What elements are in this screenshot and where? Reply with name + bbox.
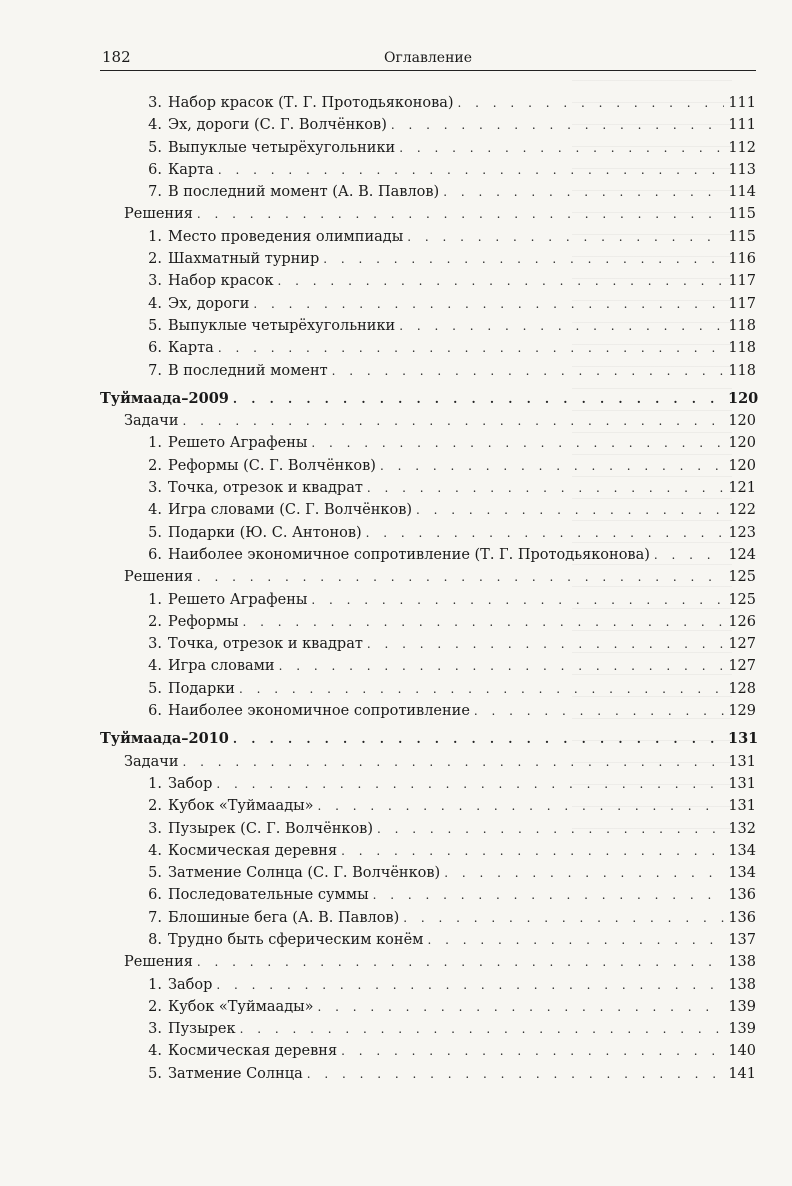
dot-leader — [407, 226, 724, 248]
toc-entry[interactable] — [100, 795, 756, 817]
toc-entry-title: Наиболее экономичное сопротивление (Т. Г. Протодьяконова) — [168, 546, 650, 563]
dot-leader — [391, 114, 724, 136]
toc-section[interactable] — [100, 728, 759, 750]
toc-page-number: 120 — [728, 413, 756, 430]
page-number: 182 — [102, 48, 131, 66]
toc-entry[interactable] — [100, 114, 756, 136]
toc-subsection[interactable] — [100, 951, 756, 973]
toc-section[interactable] — [100, 388, 759, 410]
dot-leader — [307, 1063, 724, 1085]
toc-page-number: 112 — [728, 139, 756, 156]
toc-entry-number: 2. — [148, 798, 162, 815]
toc-entry-title: Точка, отрезок и квадрат — [168, 480, 363, 497]
dot-leader — [183, 410, 724, 432]
toc-subsection[interactable] — [100, 751, 756, 773]
toc-page-number: 120 — [728, 389, 759, 407]
dot-leader — [243, 611, 724, 633]
dot-leader — [323, 248, 724, 270]
dot-leader — [311, 432, 724, 454]
dot-leader — [332, 360, 724, 382]
toc-entry-number: 5. — [148, 139, 162, 156]
toc-page-number: 138 — [728, 954, 756, 971]
dot-leader — [380, 455, 724, 477]
toc-entry-title: Решения — [124, 206, 193, 223]
dot-leader — [318, 996, 724, 1018]
toc-entry-title: Набор красок (Т. Г. Протодьяконова) — [168, 95, 454, 111]
dot-leader — [279, 655, 724, 677]
toc-entry-title: Игра словами — [168, 658, 275, 675]
toc-entry-number: 4. — [148, 1043, 162, 1060]
toc-entry[interactable] — [100, 818, 756, 840]
toc-page-number: 137 — [728, 931, 756, 948]
toc-page-number: 125 — [728, 591, 756, 608]
toc-entry[interactable] — [100, 773, 756, 795]
dot-leader — [233, 728, 724, 750]
toc-entry[interactable] — [100, 226, 756, 248]
toc-page-number: 141 — [728, 1065, 756, 1082]
toc-entry[interactable] — [100, 544, 756, 566]
toc-page-number: 111 — [728, 117, 756, 134]
toc-entry-number: 1. — [148, 591, 162, 608]
toc-page-number: 118 — [728, 317, 756, 334]
toc-page-number: 134 — [728, 865, 756, 882]
dot-leader — [377, 818, 724, 840]
toc-page-number: 115 — [728, 228, 756, 245]
toc-entry[interactable] — [100, 611, 756, 633]
dot-leader — [218, 159, 724, 181]
toc-subsection[interactable] — [100, 566, 756, 588]
toc-entry-title: Последовательные суммы — [168, 887, 369, 904]
toc-entry-title: Карта — [168, 340, 214, 357]
toc-entry-title: Пузырек (С. Г. Волчёнков) — [168, 820, 373, 837]
toc-page-number: 134 — [728, 842, 756, 859]
toc-entry-number: 5. — [148, 680, 162, 697]
toc-entry-title: Затмение Солнца (С. Г. Волчёнков) — [168, 865, 441, 882]
toc-page-number: 121 — [728, 480, 756, 497]
toc-entry-title: Космическая деревня — [168, 842, 338, 859]
toc-entry[interactable] — [100, 92, 756, 114]
dot-leader — [427, 929, 724, 951]
toc-entry-number: 6. — [148, 161, 162, 178]
toc-page-number: 140 — [728, 1043, 756, 1060]
dot-leader — [654, 544, 724, 566]
toc-entry-number: 2. — [148, 251, 162, 268]
toc-entry-title: Подарки — [168, 680, 235, 697]
toc-entry[interactable] — [100, 137, 756, 159]
toc-entry-title: Подарки (Ю. С. Антонов) — [168, 524, 362, 541]
toc-entry-number: 3. — [148, 95, 162, 111]
toc-entry-number: 4. — [148, 842, 162, 859]
dot-leader — [253, 293, 724, 315]
toc-entry-number: 3. — [148, 636, 162, 653]
toc-entry-number: 7. — [148, 362, 162, 379]
toc-entry-title: Решения — [124, 954, 193, 971]
toc-entry-number: 7. — [148, 909, 162, 926]
toc-page-number: 131 — [728, 753, 756, 770]
toc-entry-title: Кубок «Туймаады» — [168, 798, 314, 815]
toc-entry-number: 1. — [148, 775, 162, 792]
toc-page-number: 115 — [728, 206, 756, 223]
dot-leader — [197, 203, 724, 225]
toc-page-number: 136 — [728, 909, 756, 926]
toc-entry[interactable] — [100, 270, 756, 292]
toc-entry[interactable] — [100, 337, 756, 359]
toc-entry-title: Точка, отрезок и квадрат — [168, 636, 363, 653]
dot-leader — [240, 1018, 724, 1040]
toc-page-number: 128 — [728, 680, 756, 697]
dot-leader — [403, 907, 724, 929]
toc-entry[interactable] — [100, 840, 756, 862]
toc-entry-number: 2. — [148, 613, 162, 630]
dot-leader — [311, 589, 724, 611]
toc-entry-title: Реформы — [168, 613, 239, 630]
toc-page-number: 136 — [728, 887, 756, 904]
toc-page-number: 127 — [728, 658, 756, 675]
toc-entry[interactable] — [100, 499, 756, 521]
dot-leader — [444, 862, 724, 884]
toc-page-number: 129 — [728, 703, 756, 720]
toc-page-number: 118 — [728, 340, 756, 357]
toc-page-number: 114 — [728, 184, 756, 201]
toc-entry-title: Задачи — [124, 413, 179, 430]
toc-entry-title: Трудно быть сферическим конём — [168, 931, 424, 948]
toc-page-number: 139 — [728, 998, 756, 1015]
toc-entry-number: 4. — [148, 295, 162, 312]
toc-entry-title: Решето Аграфены — [168, 435, 308, 452]
toc-entry[interactable] — [100, 1018, 756, 1040]
toc-entry-number: 3. — [148, 820, 162, 837]
toc-entry-number: 5. — [148, 1065, 162, 1082]
dot-leader — [367, 477, 724, 499]
toc-entry-title: Блошиные бега (А. В. Павлов) — [168, 909, 400, 926]
toc-page-number: 139 — [728, 1021, 756, 1038]
toc-entry[interactable] — [100, 655, 756, 677]
toc-entry[interactable] — [100, 996, 756, 1018]
toc-entry[interactable] — [100, 315, 756, 337]
dot-leader — [216, 974, 724, 996]
toc-entry-title: Затмение Солнца — [168, 1065, 303, 1082]
toc-entry-number: 5. — [148, 317, 162, 334]
toc-entry-title: Пузырек — [168, 1021, 236, 1038]
toc-entry[interactable] — [100, 862, 756, 884]
dot-leader — [239, 678, 724, 700]
toc-page-number: 125 — [728, 569, 756, 586]
toc-entry-title: Реформы (С. Г. Волчёнков) — [168, 457, 376, 474]
toc-entry-title: Забор — [168, 976, 213, 993]
toc-entry-title: Набор красок — [168, 273, 274, 290]
toc-entry-number: 4. — [148, 502, 162, 519]
toc-page-number: 131 — [728, 775, 756, 792]
toc-page-number: 113 — [728, 161, 756, 178]
dot-leader — [183, 751, 724, 773]
toc-entry[interactable] — [100, 360, 756, 382]
toc-entry[interactable] — [100, 929, 756, 951]
toc-entry-title: Эх, дороги — [168, 295, 250, 312]
toc-entry[interactable] — [100, 633, 756, 655]
toc-page-number: 117 — [728, 295, 756, 312]
toc-entry-title: Шахматный турнир — [168, 251, 320, 268]
toc-entry-number: 6. — [148, 887, 162, 904]
table-of-contents — [100, 92, 759, 1085]
toc-entry-number: 5. — [148, 524, 162, 541]
dot-leader — [341, 840, 724, 862]
dot-leader — [233, 388, 724, 410]
toc-entry[interactable] — [100, 477, 756, 499]
toc-entry-title: Кубок «Туймаады» — [168, 998, 314, 1015]
dot-leader — [416, 499, 724, 521]
toc-entry-number: 3. — [148, 1021, 162, 1038]
dot-leader — [367, 633, 724, 655]
dot-leader — [458, 92, 724, 114]
toc-entry[interactable] — [100, 1063, 756, 1085]
toc-entry-number: 1. — [148, 435, 162, 452]
toc-entry[interactable] — [100, 700, 756, 722]
toc-page-number: 132 — [728, 820, 756, 837]
toc-page-number: 118 — [728, 362, 756, 379]
toc-entry-title: В последний момент — [168, 362, 328, 379]
toc-entry-title: Выпуклые четырёхугольники — [168, 317, 396, 334]
toc-page-number: 122 — [728, 502, 756, 519]
dot-leader — [318, 795, 724, 817]
dot-leader — [278, 270, 724, 292]
toc-entry-title: Эх, дороги (С. Г. Волчёнков) — [168, 117, 387, 134]
toc-entry-title: Карта — [168, 161, 214, 178]
toc-page-number: 126 — [728, 613, 756, 630]
toc-page-number: 127 — [728, 636, 756, 653]
toc-entry-number: 5. — [148, 865, 162, 882]
toc-entry-title: Наиболее экономичное сопротивление — [168, 703, 470, 720]
toc-subsection[interactable] — [100, 203, 756, 225]
toc-entry-number: 7. — [148, 184, 162, 201]
toc-entry-number: 6. — [148, 340, 162, 357]
toc-entry-title: Место проведения олимпиады — [168, 228, 404, 245]
toc-entry-number: 4. — [148, 117, 162, 134]
toc-page-number: 138 — [728, 976, 756, 993]
dot-leader — [197, 951, 724, 973]
toc-entry[interactable] — [100, 293, 756, 315]
toc-entry[interactable] — [100, 455, 756, 477]
toc-entry[interactable] — [100, 522, 756, 544]
toc-entry-number: 4. — [148, 658, 162, 675]
toc-page-number: 111 — [728, 95, 756, 111]
toc-entry[interactable] — [100, 181, 756, 203]
toc-entry-number: 6. — [148, 546, 162, 563]
dot-leader — [218, 337, 724, 359]
toc-entry[interactable] — [100, 432, 756, 454]
toc-entry-title: В последний момент (А. В. Павлов) — [168, 184, 440, 201]
toc-entry-title: Туймаада–2010 — [100, 730, 229, 748]
toc-entry[interactable] — [100, 884, 756, 906]
toc-page-number: 117 — [728, 273, 756, 290]
toc-entry[interactable] — [100, 248, 756, 270]
toc-entry-title: Решето Аграфены — [168, 591, 308, 608]
toc-entry-number: 1. — [148, 228, 162, 245]
toc-entry-number: 2. — [148, 457, 162, 474]
toc-entry-title: Забор — [168, 775, 213, 792]
dot-leader — [373, 884, 724, 906]
dot-leader — [474, 700, 724, 722]
running-title: Оглавление — [383, 50, 473, 66]
toc-entry[interactable] — [100, 159, 756, 181]
toc-entry[interactable] — [100, 907, 756, 929]
toc-entry[interactable] — [100, 678, 756, 700]
toc-entry-title: Туймаада–2009 — [100, 389, 229, 407]
toc-page-number: 120 — [728, 457, 756, 474]
dot-leader — [366, 522, 724, 544]
toc-entry-title: Решения — [124, 569, 193, 586]
toc-page-number: 124 — [728, 546, 756, 563]
dot-leader — [399, 137, 724, 159]
dot-leader — [216, 773, 724, 795]
toc-entry-number: 3. — [148, 480, 162, 497]
toc-page-number: 131 — [728, 798, 756, 815]
dot-leader — [399, 315, 724, 337]
toc-entry-title: Игра словами (С. Г. Волчёнков) — [168, 502, 413, 519]
toc-entry-title: Выпуклые четырёхугольники — [168, 139, 396, 156]
toc-subsection[interactable] — [100, 410, 756, 432]
dot-leader — [341, 1040, 724, 1062]
toc-page-number: 116 — [728, 251, 756, 268]
toc-entry-number: 2. — [148, 998, 162, 1015]
dot-leader — [197, 566, 724, 588]
page-header — [100, 46, 756, 71]
toc-entry-number: 6. — [148, 703, 162, 720]
dot-leader — [443, 181, 724, 203]
toc-page-number: 131 — [728, 730, 759, 748]
toc-entry-number: 3. — [148, 273, 162, 290]
toc-entry[interactable] — [100, 589, 756, 611]
toc-page-number: 123 — [728, 524, 756, 541]
toc-entry-title: Космическая деревня — [168, 1043, 338, 1060]
toc-page-number: 120 — [728, 435, 756, 452]
toc-entry[interactable] — [100, 974, 756, 996]
toc-entry[interactable] — [100, 1040, 756, 1062]
toc-entry-number: 8. — [148, 931, 162, 948]
toc-entry-title: Задачи — [124, 753, 179, 770]
toc-entry-number: 1. — [148, 976, 162, 993]
